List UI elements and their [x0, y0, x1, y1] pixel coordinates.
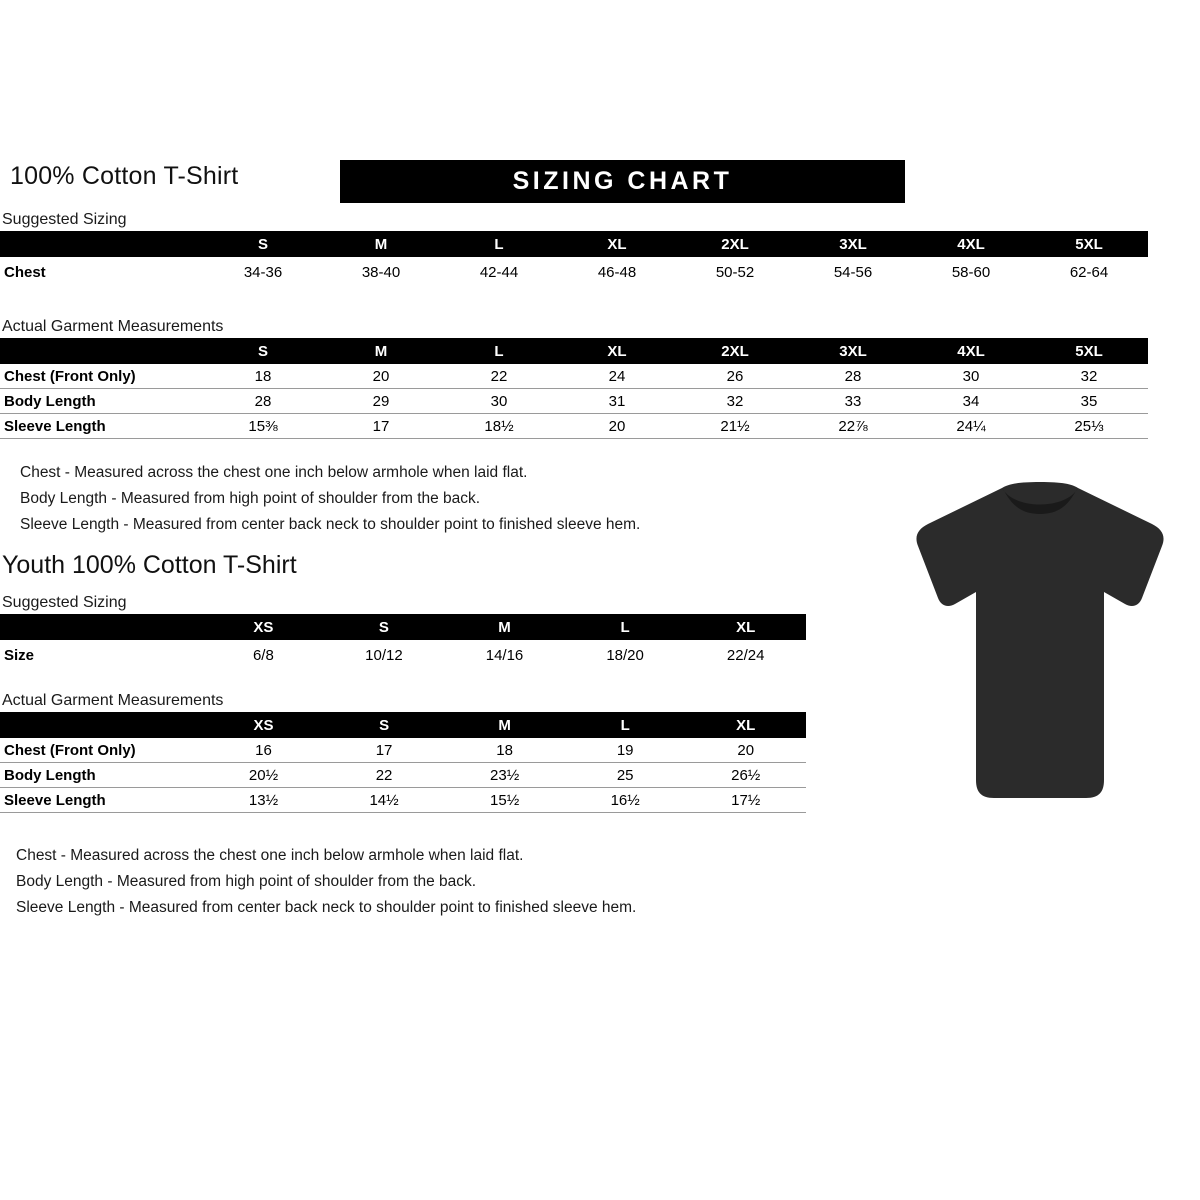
cell-sleevelength-xl: 20 [558, 414, 676, 439]
cell-bodylength-2xl: 32 [676, 389, 794, 414]
youth-suggested-sizing-table [0, 614, 806, 670]
column-header-l: L [440, 338, 558, 364]
table-row [0, 257, 1148, 287]
cell-size-s: 10/12 [365, 646, 403, 664]
row-label-chest-front-only: Chest (Front Only) [0, 364, 204, 389]
column-header-xl: XL [558, 338, 676, 364]
column-header-4xl: 4XL [912, 231, 1030, 257]
column-header-rowlabel [0, 614, 203, 640]
table-row [0, 763, 806, 788]
t-shirt-illustration [890, 480, 1190, 810]
cell-sleevelength-xs: 13½ [203, 788, 324, 813]
table-header-row [0, 614, 806, 640]
note-chest: Chest - Measured across the chest one inch below armhole when laid flat. [16, 847, 524, 864]
column-header-m: M [322, 338, 440, 364]
cell-chestfront-l: 19 [565, 738, 686, 763]
row-label-sleeve-length: Sleeve Length [0, 414, 204, 439]
cell-sleevelength-5xl: 25⅓ [1030, 414, 1148, 439]
row-label-sleeve-length: Sleeve Length [0, 788, 203, 813]
table-row [0, 788, 806, 813]
column-header-rowlabel [0, 338, 204, 364]
cell-size-l: 18/20 [606, 646, 644, 664]
note-chest: Chest - Measured across the chest one inch below armhole when laid flat. [20, 464, 528, 481]
cell-chestfront-s: 18 [204, 364, 322, 389]
column-header-m: M [322, 231, 440, 257]
table-row [0, 364, 1148, 389]
cell-bodylength-3xl: 33 [794, 389, 912, 414]
row-label-chest: Chest [4, 263, 46, 281]
column-header-3xl: 3XL [794, 338, 912, 364]
cell-bodylength-m: 29 [322, 389, 440, 414]
cell-chest-s: 34-36 [243, 263, 283, 281]
table-header-row [0, 338, 1148, 364]
youth-measurement-notes [16, 843, 636, 921]
column-header-5xl: 5XL [1030, 231, 1148, 257]
cell-sleevelength-s: 15⅜ [204, 414, 322, 439]
adult-actual-measurements-label: Actual Garment Measurements [2, 318, 224, 335]
cell-chest-5xl: 62-64 [1069, 263, 1109, 281]
column-header-s: S [204, 231, 322, 257]
cell-chestfront-5xl: 32 [1030, 364, 1148, 389]
column-header-2xl: 2XL [676, 338, 794, 364]
row-label-body-length: Body Length [0, 389, 204, 414]
cell-chest-m: 38-40 [361, 263, 401, 281]
column-header-4xl: 4XL [912, 338, 1030, 364]
table-row [0, 389, 1148, 414]
table-row [0, 640, 806, 670]
cell-sleevelength-l: 18½ [440, 414, 558, 439]
row-label-size: Size [4, 646, 35, 664]
cell-chestfront-m: 18 [444, 738, 565, 763]
sizing-chart-banner-text: SIZING CHART [512, 167, 733, 195]
column-header-l: L [565, 614, 686, 640]
cell-size-xs: 6/8 [252, 646, 274, 664]
table-row [0, 738, 806, 763]
youth-section-title: Youth 100% Cotton T-Shirt [2, 551, 297, 579]
column-header-xl: XL [685, 614, 806, 640]
cell-chest-3xl: 54-56 [833, 263, 873, 281]
cell-sleevelength-2xl: 21½ [676, 414, 794, 439]
row-label-body-length: Body Length [0, 763, 203, 788]
cell-bodylength-s: 22 [324, 763, 445, 788]
cell-chestfront-xs: 16 [203, 738, 324, 763]
column-header-l: L [440, 231, 558, 257]
cell-chest-l: 42-44 [479, 263, 519, 281]
cell-sleevelength-xl: 17½ [685, 788, 806, 813]
adult-suggested-sizing-table [0, 231, 1148, 287]
sizing-chart-banner [340, 160, 905, 203]
note-body-length: Body Length - Measured from high point of shoulder from the back. [20, 490, 481, 507]
cell-chestfront-2xl: 26 [676, 364, 794, 389]
adult-suggested-sizing-label: Suggested Sizing [2, 211, 127, 228]
youth-actual-measurements-table [0, 712, 806, 813]
cell-sleevelength-l: 16½ [565, 788, 686, 813]
column-header-s: S [324, 614, 445, 640]
cell-chest-xl: 46-48 [597, 263, 637, 281]
cell-bodylength-xl: 26½ [685, 763, 806, 788]
youth-suggested-sizing-label: Suggested Sizing [2, 594, 127, 611]
table-header-row [0, 712, 806, 738]
cell-chestfront-s: 17 [324, 738, 445, 763]
column-header-rowlabel [0, 231, 204, 257]
cell-bodylength-s: 28 [204, 389, 322, 414]
cell-bodylength-l: 30 [440, 389, 558, 414]
cell-chestfront-xl: 20 [685, 738, 806, 763]
note-body-length: Body Length - Measured from high point of shoulder from the back. [16, 873, 477, 890]
cell-bodylength-m: 23½ [444, 763, 565, 788]
t-shirt-icon [890, 480, 1190, 810]
column-header-l: L [565, 712, 686, 738]
column-header-xs: XS [203, 712, 324, 738]
column-header-3xl: 3XL [794, 231, 912, 257]
cell-sleevelength-m: 15½ [444, 788, 565, 813]
column-header-s: S [324, 712, 445, 738]
cell-sleevelength-3xl: 22⅞ [794, 414, 912, 439]
cell-bodylength-xs: 20½ [203, 763, 324, 788]
cell-chest-2xl: 50-52 [715, 263, 755, 281]
adult-measurement-notes [20, 460, 640, 538]
column-header-2xl: 2XL [676, 231, 794, 257]
column-header-rowlabel [0, 712, 203, 738]
column-header-xs: XS [203, 614, 324, 640]
cell-bodylength-5xl: 35 [1030, 389, 1148, 414]
cell-sleevelength-m: 17 [322, 414, 440, 439]
cell-sleevelength-4xl: 24¼ [912, 414, 1030, 439]
cell-size-xl: 22/24 [726, 646, 765, 664]
cell-bodylength-xl: 31 [558, 389, 676, 414]
adult-section-title: 100% Cotton T-Shirt [10, 162, 239, 190]
cell-chestfront-l: 22 [440, 364, 558, 389]
column-header-s: S [204, 338, 322, 364]
cell-sleevelength-s: 14½ [324, 788, 445, 813]
youth-actual-measurements-label: Actual Garment Measurements [2, 692, 224, 709]
column-header-xl: XL [558, 231, 676, 257]
column-header-m: M [444, 712, 565, 738]
cell-chestfront-xl: 24 [558, 364, 676, 389]
cell-bodylength-l: 25 [565, 763, 686, 788]
adult-actual-measurements-table [0, 338, 1148, 439]
cell-chestfront-3xl: 28 [794, 364, 912, 389]
cell-bodylength-4xl: 34 [912, 389, 1030, 414]
column-header-xl: XL [685, 712, 806, 738]
note-sleeve-length: Sleeve Length - Measured from center back neck to shoulder point to finished sleeve hem. [20, 516, 641, 533]
cell-chest-4xl: 58-60 [951, 263, 991, 281]
cell-size-m: 14/16 [485, 646, 524, 664]
cell-chestfront-m: 20 [322, 364, 440, 389]
note-sleeve-length: Sleeve Length - Measured from center back neck to shoulder point to finished sleeve hem. [16, 899, 637, 916]
column-header-5xl: 5XL [1030, 338, 1148, 364]
column-header-m: M [444, 614, 565, 640]
row-label-chest-front-only: Chest (Front Only) [0, 738, 203, 763]
table-row [0, 414, 1148, 439]
table-header-row [0, 231, 1148, 257]
cell-chestfront-4xl: 30 [912, 364, 1030, 389]
